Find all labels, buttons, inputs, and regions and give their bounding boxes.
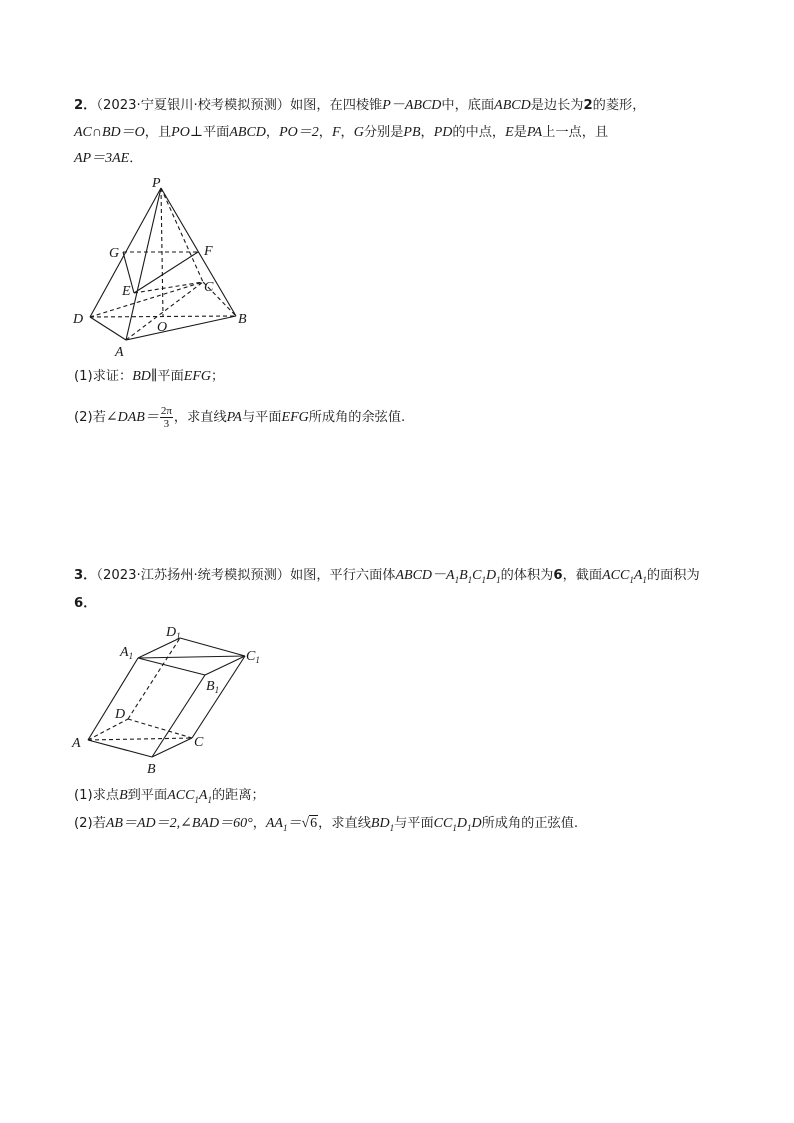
fraction-2pi-3 bbox=[160, 405, 173, 430]
q-line bbox=[371, 816, 394, 831]
label-c: C bbox=[204, 280, 214, 295]
q-prefix: (1) bbox=[74, 369, 93, 384]
problem2-po: PO＝2 bbox=[279, 125, 319, 140]
subscript: 1 bbox=[282, 822, 288, 833]
problem2-text: ． bbox=[129, 151, 143, 166]
problem2-q2 bbox=[74, 403, 405, 433]
problem2-pd: PD bbox=[433, 125, 453, 140]
q-plane bbox=[167, 788, 212, 803]
subscript: 1 bbox=[467, 574, 473, 585]
problem2-text: 如图，在四棱锥 bbox=[289, 98, 383, 113]
label-g: G bbox=[109, 246, 120, 261]
problem2-pa: PA bbox=[526, 125, 543, 140]
edge-ab bbox=[88, 740, 152, 757]
problem3-text: 如图，平行六面体 bbox=[289, 568, 396, 583]
problem2-pyramid: P－ABCD bbox=[382, 98, 442, 113]
problem3-text: ，截面 bbox=[562, 568, 603, 583]
edge-ef bbox=[134, 252, 198, 293]
q-text: ， bbox=[252, 816, 266, 831]
label-d1: $D_1$ bbox=[166, 625, 181, 641]
subscript: 1 bbox=[454, 574, 460, 585]
problem3-q2 bbox=[74, 815, 578, 837]
q-plane: EFG bbox=[281, 410, 309, 425]
plane-part: A bbox=[198, 788, 208, 803]
edge-da bbox=[90, 317, 126, 340]
problem3-line1 bbox=[74, 567, 700, 589]
label-f: F bbox=[204, 244, 213, 259]
problem3-source: （2023·江苏扬州·统考模拟预测） bbox=[96, 568, 290, 583]
label-b1: $B_1$ bbox=[206, 679, 220, 695]
subscript: 1 bbox=[194, 794, 199, 805]
problem3-text: ． bbox=[83, 596, 97, 611]
label-p: P bbox=[152, 176, 161, 191]
problem2-text: 的菱形， bbox=[592, 98, 646, 113]
problem2-text: 是 bbox=[513, 125, 527, 140]
q-text: 所成角的正弦值. bbox=[481, 816, 579, 831]
problem2-text: 上一点，且 bbox=[542, 125, 609, 140]
edge-dc bbox=[128, 719, 192, 738]
edge-pc bbox=[161, 188, 203, 282]
problem2-line2 bbox=[74, 124, 608, 142]
q-text: 求证： bbox=[92, 369, 133, 384]
problem2-text: ， bbox=[318, 125, 332, 140]
plane-part: ACC bbox=[167, 788, 195, 803]
q-line: BD∥ bbox=[132, 369, 158, 384]
fraction-denominator: 3 bbox=[163, 417, 170, 430]
edge-ac bbox=[88, 738, 192, 740]
subscript: 1 bbox=[629, 574, 634, 585]
label-a: A bbox=[72, 736, 81, 751]
problem3-text: 的面积为 bbox=[646, 568, 700, 583]
edge-a1b1 bbox=[138, 658, 205, 675]
q-prefix: (2) bbox=[74, 410, 93, 425]
problem2-text: ， bbox=[420, 125, 434, 140]
subscript: 1 bbox=[481, 574, 486, 585]
problem2-source: （2023·宁夏银川·校考模拟预测） bbox=[96, 98, 290, 113]
problem2-side: 2 bbox=[583, 98, 593, 113]
label-b: B bbox=[147, 762, 156, 777]
problem2-point-f: F bbox=[331, 125, 341, 140]
section-part: A bbox=[633, 568, 643, 583]
q-angle: ∠DAB＝ bbox=[105, 410, 159, 425]
label-d: D bbox=[73, 312, 84, 327]
problem2-text: ， bbox=[265, 125, 280, 140]
problem2-text: 分别是 bbox=[363, 125, 404, 140]
section-part: ACC bbox=[602, 568, 630, 583]
plane-part: D bbox=[471, 816, 482, 831]
sqrt-6: √6 bbox=[301, 816, 318, 831]
label-a: A bbox=[115, 345, 124, 360]
radicand: 6 bbox=[310, 816, 318, 831]
problem2-plane: ABCD bbox=[229, 125, 266, 140]
problem3-area: 6 bbox=[74, 596, 84, 611]
problem3-section bbox=[602, 568, 647, 583]
problem2-point-e: E bbox=[505, 125, 514, 140]
q-prefix: (1) bbox=[74, 788, 93, 803]
q-text: 与平面 bbox=[394, 816, 434, 831]
edge-a1c1 bbox=[138, 656, 245, 658]
label-c: C bbox=[194, 735, 204, 750]
problem2-pb: PB bbox=[403, 125, 421, 140]
q-aa1 bbox=[266, 816, 302, 831]
q-text: 求点 bbox=[92, 788, 120, 803]
q-text: 与平面 bbox=[241, 410, 282, 425]
solid-part: ABCD－A bbox=[395, 568, 455, 583]
figure-pyramid bbox=[60, 170, 270, 365]
q-cond: AB＝AD＝2,∠BAD＝60° bbox=[105, 816, 253, 831]
problem2-number: 2． bbox=[74, 98, 97, 113]
problem2-q1 bbox=[74, 368, 224, 386]
problem2-base: ABCD bbox=[494, 98, 531, 113]
problem3-text: 的体积为 bbox=[500, 568, 554, 583]
problem2-text: 平面 bbox=[202, 125, 230, 140]
q-prefix: (2) bbox=[74, 816, 93, 831]
q-text: 所成角的余弦值. bbox=[308, 410, 406, 425]
problem2-line1 bbox=[74, 97, 645, 115]
edge-ab bbox=[126, 316, 236, 340]
q-point: B bbox=[119, 788, 128, 803]
subscript: 1 bbox=[452, 822, 457, 833]
label-d: D bbox=[115, 707, 126, 722]
label-c1: $C_1$ bbox=[246, 649, 260, 665]
problem3-q1 bbox=[74, 787, 265, 809]
subscript: 1 bbox=[466, 822, 472, 833]
q-text: 到平面 bbox=[127, 788, 168, 803]
problem2-text: 的中点， bbox=[452, 125, 506, 140]
q-text: 若 bbox=[92, 816, 106, 831]
fraction-numerator: 2π bbox=[160, 404, 172, 417]
problem3-volume: 6 bbox=[553, 568, 563, 583]
problem2-line3 bbox=[74, 150, 142, 168]
solid-part: C bbox=[472, 568, 482, 583]
problem3-solid bbox=[395, 568, 500, 583]
plane-part: CC bbox=[433, 816, 453, 831]
problem2-cond: AC∩BD＝O bbox=[74, 125, 145, 140]
line-part: BD bbox=[370, 816, 390, 831]
subscript: 1 bbox=[642, 574, 647, 585]
problem3-number: 3． bbox=[74, 568, 97, 583]
aa-part: ＝ bbox=[287, 816, 302, 831]
problem2-perp: PO⊥ bbox=[171, 125, 203, 140]
q-line: PA bbox=[226, 410, 242, 425]
problem2-text: 中，底面 bbox=[441, 98, 495, 113]
q-text: 的距离； bbox=[211, 788, 265, 803]
subscript: 1 bbox=[496, 574, 501, 585]
problem2-point-g: G bbox=[353, 125, 364, 140]
solid-part: B bbox=[459, 568, 468, 583]
subscript: 1 bbox=[389, 822, 395, 833]
q-text: ； bbox=[210, 369, 225, 384]
problem3-line2 bbox=[74, 595, 96, 613]
aa-part: AA bbox=[265, 816, 283, 831]
q-plane: EFG bbox=[183, 369, 211, 384]
label-a1: $A_1$ bbox=[120, 645, 134, 661]
problem2-text: ，且 bbox=[144, 125, 172, 140]
q-text: 若 bbox=[92, 410, 106, 425]
edge-ec bbox=[134, 282, 203, 293]
q-text: ，求直线 bbox=[318, 816, 371, 831]
q-text: 平面 bbox=[157, 369, 184, 384]
subscript: 1 bbox=[207, 794, 212, 805]
q-text: ，求直线 bbox=[173, 410, 227, 425]
plane-part: D bbox=[456, 816, 467, 831]
edge-aa1 bbox=[88, 658, 138, 740]
label-b: B bbox=[238, 312, 247, 327]
label-o: O bbox=[157, 320, 168, 335]
problem2-text: 是边长为 bbox=[530, 98, 584, 113]
label-e: E bbox=[122, 284, 131, 299]
edge-d1c1 bbox=[180, 638, 245, 656]
problem2-text: ， bbox=[340, 125, 354, 140]
figure-parallelepiped bbox=[68, 618, 278, 778]
problem2-ap: AP＝3AE bbox=[74, 151, 130, 166]
solid-part: D bbox=[486, 568, 497, 583]
q-plane bbox=[434, 816, 482, 831]
